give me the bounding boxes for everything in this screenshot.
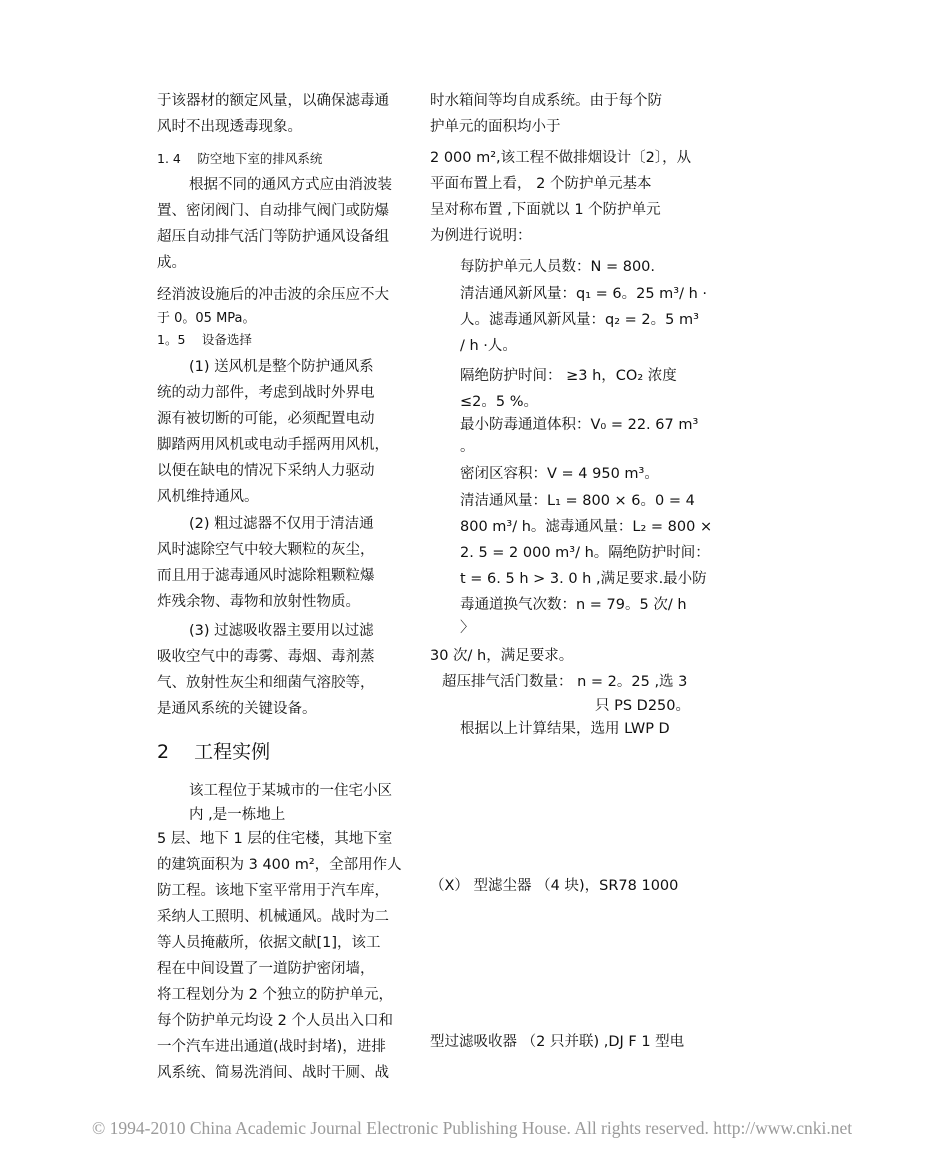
text-line: 根据不同的通风方式应由消波装 — [189, 177, 392, 193]
text-line: 〉 — [460, 620, 475, 636]
text-line: / h ·人。 — [460, 338, 517, 354]
text-line: 炸残余物、毒物和放射性物质。 — [157, 594, 360, 610]
text-line: 根据以上计算结果，选用 LWP D — [460, 721, 670, 737]
calc-line — [460, 281, 708, 359]
text-line: 每防护单元人员数：N = 800. — [460, 259, 655, 275]
text-line: 的建筑面积为 3 400 m²，全部用作人 — [157, 857, 402, 873]
paragraph — [157, 354, 417, 510]
text-line: 于该器材的额定风量，以确保滤毒通 — [157, 93, 389, 109]
text-line: 密闭区容积：V = 4 950 m³。 — [460, 466, 659, 482]
calc-line — [442, 670, 700, 718]
paragraph — [157, 779, 417, 827]
text-line: 于 0。05 MPa。 — [157, 311, 256, 326]
text-line: (3) 过滤吸收器主要用以过滤 — [189, 623, 374, 639]
text-line: 。 — [460, 439, 475, 455]
text-line: 脚踏两用风机或电动手摇两用风机， — [157, 437, 389, 453]
copyright-footer: © 1994-2010 China Academic Journal Electronic Publishing House. All rights reserved. http://www.cnki.net — [92, 1118, 853, 1138]
text-line: 2. 5 = 2 000 m³/ h。隔绝防护时间： — [460, 545, 710, 561]
text-line: 置、密闭阀门、自动排气阀门或防爆 — [157, 203, 389, 219]
section-heading: 1。5 设备选择 — [157, 332, 252, 347]
text-line: 风时滤除空气中较大颗粒的灰尘， — [157, 542, 375, 558]
text-line: 只 PS D250。 — [594, 698, 690, 714]
calc-line — [460, 488, 713, 638]
section-heading: 1. 4 防空地下室的排风系统 — [157, 151, 323, 166]
text-line: 风机维持通风。 — [157, 489, 259, 505]
calc-line — [430, 643, 690, 669]
text-line: 源有被切断的可能，必须配置电动 — [157, 411, 375, 427]
calc-line — [460, 461, 700, 487]
calc-line — [460, 716, 700, 742]
text-line: 清洁通风新风量：q₁ = 6。25 m³/ h · — [460, 286, 708, 302]
paragraph — [157, 618, 417, 722]
text-line: 将工程划分为 2 个独立的防护单元， — [157, 987, 393, 1003]
text-line: 风系统、简易洗消间、战时干厕、战 — [157, 1065, 389, 1081]
text-line: 型过滤吸收器 （2 只并联) ,DJ F 1 型电 — [430, 1034, 685, 1050]
text-line: 等人员掩蔽所，依据文献[1]，该工 — [157, 935, 381, 951]
text-line: 超压排气活门数量： n = 2。25 ,选 3 — [442, 674, 688, 690]
text-line: 而且用于滤毒通风时滤除粗颗粒爆 — [157, 568, 375, 584]
text-line: 内 ,是一栋地上 — [189, 807, 286, 823]
text-line: 该工程位于某城市的一住宅小区 — [189, 783, 392, 799]
text-line: 800 m³/ h。滤毒通风量：L₂ = 800 × — [460, 519, 713, 535]
text-line: 超压自动排气活门等防护通风设备组 — [157, 229, 389, 245]
text-line: 护单元的面积均小于 — [430, 119, 561, 135]
text-line: 统的动力部件，考虑到战时外界电 — [157, 385, 375, 401]
text-line: 人。滤毒通风新风量：q₂ = 2。5 m³ — [460, 312, 699, 328]
text-line: 经消波设施后的冲击波的余压应不大 — [157, 287, 389, 303]
text-line: （X） 型滤尘器 （4 块)，SR78 1000 — [430, 878, 679, 894]
text-line: 最小防毒通道体积：V₀ = 22. 67 m³ — [460, 417, 699, 433]
calc-line — [430, 1029, 690, 1055]
text-line: 一个汽车进出通道(战时封堵)，进排 — [157, 1039, 386, 1055]
text-line: 30 次/ h，满足要求。 — [430, 648, 574, 664]
paragraph — [430, 145, 690, 249]
paragraph — [157, 172, 417, 276]
text-line: 隔绝防护时间： ≥3 h，CO₂ 浓度 — [460, 368, 677, 384]
text-line: 气、放射性灰尘和细菌气溶胶等， — [157, 675, 375, 691]
calc-line — [430, 873, 690, 899]
text-line: 每个防护单元均设 2 个人员出入口和 — [157, 1013, 393, 1029]
text-line: ≤2。5 %。 — [460, 394, 538, 410]
calc-line — [460, 254, 700, 280]
text-line: 为例进行说明： — [430, 228, 532, 244]
text-line: (1) 送风机是整个防护通风系 — [189, 359, 374, 375]
text-line: 以便在缺电的情况下采纳人力驱动 — [157, 463, 375, 479]
text-line: 时水箱间等均自成系统。由于每个防 — [430, 93, 662, 109]
text-line: 防工程。该地下室平常用于汽车库， — [157, 883, 389, 899]
text-line: 采纳人工照明、机械通风。战时为二 — [157, 909, 389, 925]
text-line: (2) 粗过滤器不仅用于清洁通 — [189, 516, 374, 532]
paragraph — [157, 826, 417, 1086]
text-line: 2 000 m²,该工程不做排烟设计〔2〕，从 — [430, 150, 692, 166]
calc-line — [460, 414, 700, 458]
calc-line — [460, 363, 700, 415]
text-line: 毒通道换气次数：n = 79。5 次/ h — [460, 597, 687, 613]
text-line: 风时不出现透毒现象。 — [157, 119, 302, 135]
text-line: 清洁通风量：L₁ = 800 × 6。0 = 4 — [460, 493, 695, 509]
text-line: 平面布置上看， 2 个防护单元基本 — [430, 176, 652, 192]
text-line: 是通风系统的关键设备。 — [157, 701, 317, 717]
text-line: 程在中间设置了一道防护密闭墙， — [157, 961, 375, 977]
section-heading: 2 工程实例 — [157, 741, 271, 763]
paragraph — [157, 88, 417, 140]
paragraph — [157, 511, 417, 615]
text-line: 成。 — [157, 255, 186, 271]
text-line: t = 6. 5 h > 3. 0 h ,满足要求.最小防 — [460, 571, 707, 587]
paragraph — [157, 282, 417, 330]
text-line: 吸收空气中的毒雾、毒烟、毒剂蒸 — [157, 649, 375, 665]
text-line: 5 层、地下 1 层的住宅楼，其地下室 — [157, 831, 393, 847]
text-line: 呈对称布置 ,下面就以 1 个防护单元 — [430, 202, 661, 218]
paragraph — [430, 88, 690, 140]
